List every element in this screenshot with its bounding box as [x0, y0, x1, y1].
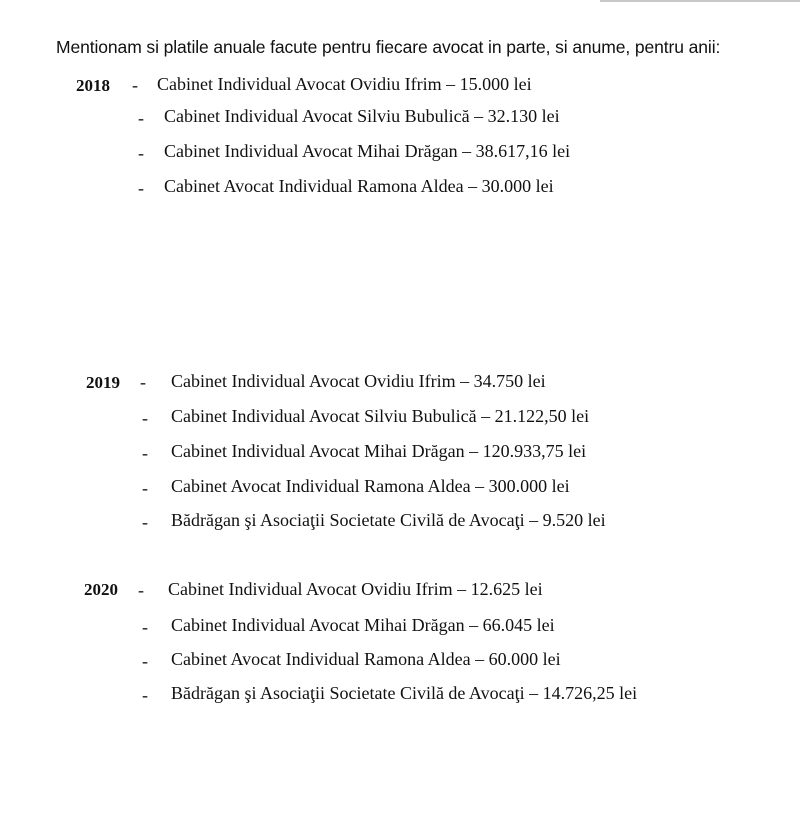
payment-entry: Cabinet Avocat Individual Ramona Aldea – 30.000 lei	[164, 176, 554, 196]
list-dash: -	[142, 408, 148, 428]
scan-edge-line	[600, 0, 800, 2]
payment-entry: Cabinet Individual Avocat Silviu Bubulică – 32.130 lei	[164, 106, 560, 126]
list-dash: -	[142, 617, 148, 637]
payment-entry: Bădrăgan şi Asociaţii Societate Civilă de Avocaţi – 14.726,25 lei	[171, 683, 638, 703]
year-label: 2018	[76, 76, 110, 95]
list-dash: -	[142, 443, 148, 463]
payment-entry: Bădrăgan şi Asociaţii Societate Civilă de Avocaţi – 9.520 lei	[171, 510, 606, 530]
list-dash: -	[140, 372, 146, 392]
payment-entry: Cabinet Individual Avocat Ovidiu Ifrim – 34.750 lei	[171, 371, 546, 391]
list-dash: -	[132, 75, 138, 95]
payment-entry: Cabinet Individual Avocat Ovidiu Ifrim – 15.000 lei	[157, 74, 532, 94]
intro-text: Mentionam si platile anuale facute pentru fiecare avocat in parte, si anume, pentru anii:	[56, 37, 721, 57]
payment-entry: Cabinet Individual Avocat Mihai Drăgan – 66.045 lei	[171, 615, 555, 635]
payment-entry: Cabinet Avocat Individual Ramona Aldea – 60.000 lei	[171, 649, 561, 669]
list-dash: -	[142, 478, 148, 498]
payment-entry: Cabinet Individual Avocat Silviu Bubulică – 21.122,50 lei	[171, 406, 590, 426]
payment-entry: Cabinet Individual Avocat Mihai Drăgan – 120.933,75 lei	[171, 441, 587, 461]
payment-entry: Cabinet Avocat Individual Ramona Aldea – 300.000 lei	[171, 476, 570, 496]
year-label: 2019	[86, 373, 120, 392]
payment-entry: Cabinet Individual Avocat Ovidiu Ifrim – 12.625 lei	[168, 579, 543, 599]
list-dash: -	[142, 685, 148, 705]
list-dash: -	[142, 512, 148, 532]
list-dash: -	[138, 108, 144, 128]
list-dash: -	[138, 580, 144, 600]
payment-entry: Cabinet Individual Avocat Mihai Drăgan – 38.617,16 lei	[164, 141, 571, 161]
list-dash: -	[138, 143, 144, 163]
year-label: 2020	[84, 580, 118, 599]
list-dash: -	[138, 178, 144, 198]
list-dash: -	[142, 651, 148, 671]
